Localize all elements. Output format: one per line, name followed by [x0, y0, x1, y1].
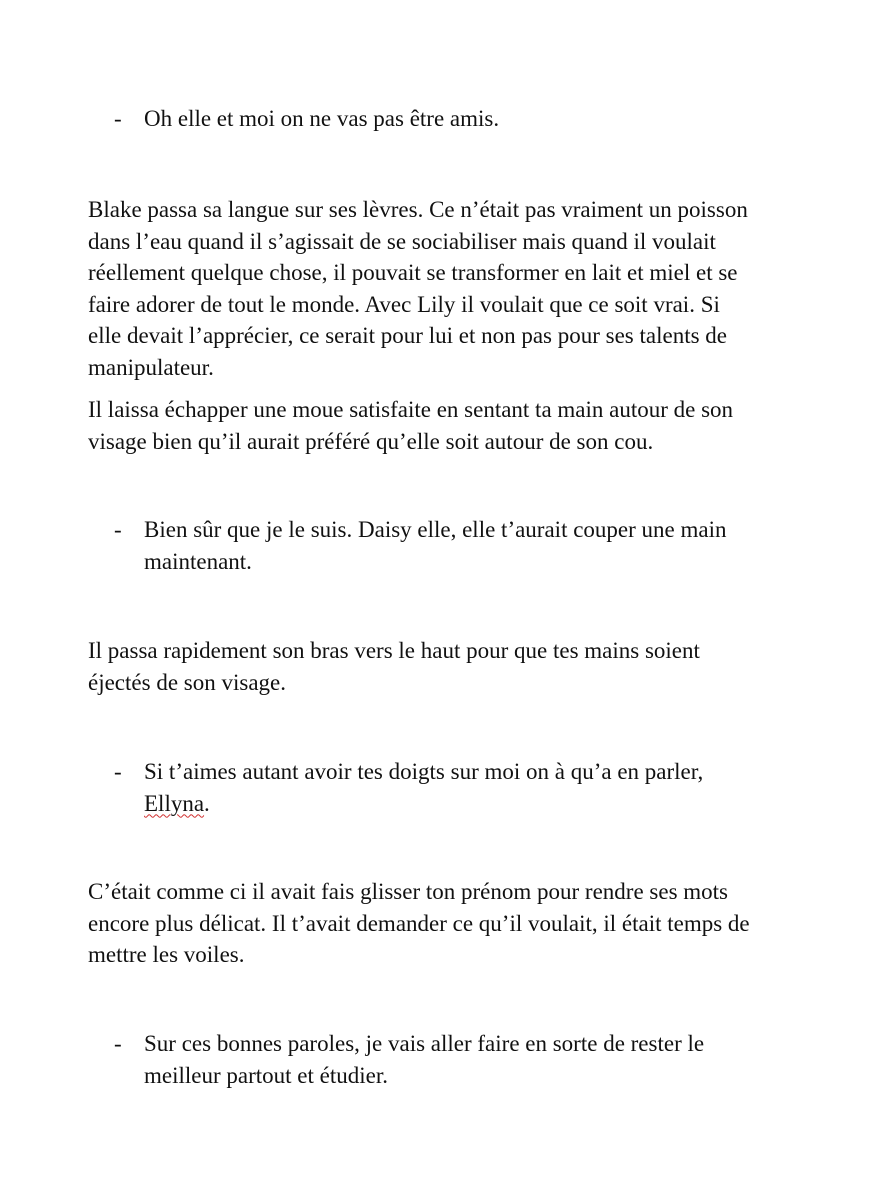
paragraph-line: Blake passa sa langue sur ses lèvres. Ce n’était pas vraiment un poisson: [88, 197, 748, 222]
dash-marker: -: [114, 759, 122, 784]
paragraph-2: [88, 394, 818, 457]
paragraph-line: éjectés de son visage.: [88, 669, 286, 695]
paragraph-1: [88, 194, 818, 383]
paragraph-line: faire adorer de tout le monde. Avec Lily il voulait que ce soit vrai. Si: [88, 291, 720, 317]
dialogue-line-2: [114, 514, 814, 577]
paragraph-3: [88, 635, 818, 698]
dash-marker: -: [114, 1031, 122, 1056]
paragraph-line: Il laissa échapper une moue satisfaite en sentant ta main autour de son: [88, 397, 734, 422]
dialogue-text: Oh elle et moi on ne vas pas être amis.: [144, 106, 500, 131]
paragraph-line: dans l’eau quand il s’agissait de se sociabiliser mais quand il voulait: [88, 228, 716, 254]
paragraph-line: elle devait l’apprécier, ce serait pour lui et non pas pour ses talents de: [88, 323, 728, 348]
dialogue-text: meilleur partout et étudier.: [144, 1062, 388, 1088]
dialogue-text: Sur ces bonnes paroles, je vais aller faire en sorte de rester le: [144, 1031, 705, 1056]
paragraph-line: manipulateur.: [88, 354, 214, 380]
paragraph-line: visage bien qu’il aurait préféré qu’elle soit autour de son cou.: [88, 428, 654, 454]
dialogue-punctuation: .: [204, 790, 210, 816]
paragraph-line: encore plus délicat. Il t’avait demander ce qu’il voulait, il était temps de: [88, 910, 750, 936]
paragraph-line: Il passa rapidement son bras vers le haut pour que tes mains soient: [88, 638, 700, 663]
dialogue-text: Si t’aimes autant avoir tes doigts sur moi on à qu’a en parler,: [144, 759, 704, 784]
paragraph-line: réellement quelque chose, il pouvait se transformer en lait et miel et se: [88, 260, 738, 285]
dash-marker: -: [114, 517, 122, 542]
dialogue-text: maintenant.: [144, 548, 252, 574]
paragraph-line: mettre les voiles.: [88, 942, 245, 967]
dialogue-line-3: [114, 756, 814, 819]
dash-marker: -: [114, 106, 122, 131]
paragraph-line: C’était comme ci il avait fais glisser ton prénom pour rendre ses mots: [88, 879, 729, 904]
dialogue-text-line-2: [144, 788, 814, 820]
spellcheck-underlined-name: Ellyna: [144, 790, 205, 816]
dialogue-line-4: [114, 1028, 814, 1091]
dialogue-text: Bien sûr que je le suis. Daisy elle, elle t’aurait couper une main: [144, 517, 727, 542]
paragraph-4: [88, 876, 818, 971]
dialogue-line-1: [114, 103, 814, 135]
